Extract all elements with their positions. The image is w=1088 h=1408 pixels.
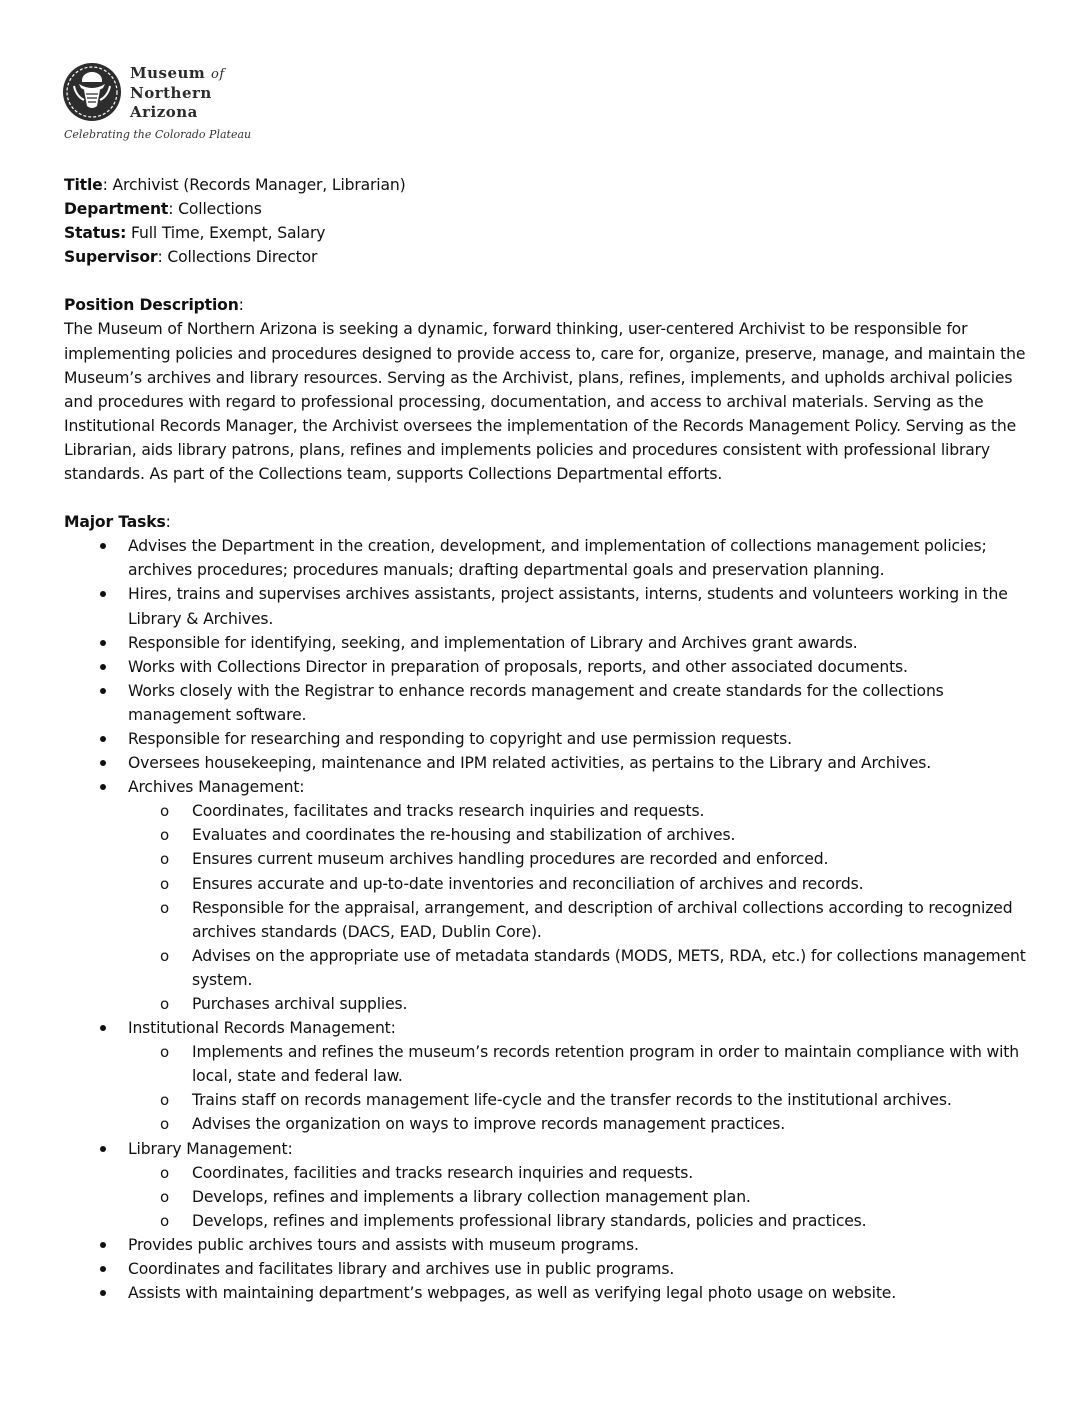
task-item: Works closely with the Registrar to enhance records management and create standards for the collections management software. (64, 679, 1034, 727)
museum-emblem-icon (62, 62, 122, 122)
title-value: : Archivist (Records Manager, Librarian) (102, 176, 406, 194)
department-line (64, 197, 1034, 221)
records-subtasks (128, 1040, 1034, 1136)
supervisor-value: : Collections Director (157, 248, 318, 267)
department-label: Department (64, 200, 169, 219)
task-item: Provides public archives tours and assists with museum programs. (64, 1233, 1034, 1257)
position-heading-label: Position Description (64, 296, 239, 315)
task-library-management (64, 1137, 1034, 1233)
task-item: Assists with maintaining department’s webpages, as well as verifying legal photo usage on website. (64, 1281, 1034, 1305)
tasks-heading (64, 510, 1034, 534)
subtask-item: o Coordinates, facilitates and tracks research inquiries and requests. (128, 799, 1034, 823)
department-value: : Collections (168, 200, 262, 219)
subtask-item: o Advises on the appropriate use of metadata standards (MODS, METS, RDA, etc.) for collections management system. (128, 944, 1034, 992)
subtask-item: o Develops, refines and implements a library collection management plan. (128, 1185, 1034, 1209)
museum-name (130, 64, 225, 122)
logo-name-line3: Arizona (130, 103, 198, 121)
task-item: Responsible for identifying, seeking, and implementation of Library and Archives grant awards. (64, 631, 1034, 655)
position-description: The Museum of Northern Arizona is seeking a dynamic, forward thinking, user-centered Archivist to be responsible for implementing policies and procedures designed to provide access to, care for, organize, preserve, manage, and maintain the Museum’s archives and library resources. Serving as the Archivist, plans, refines, implements, and upholds archival policies and procedures with regard to professional processing, documentation, and access to archival materials. Serving as the Institutional Records Manager, the Archivist oversees the implementation of the Records Management Policy. Serving as the Librarian, aids library patrons, plans, refines and implements policies and procedures consistent with professional library standards. As part of the Collections team, supports Collections Departmental efforts. (64, 320, 1026, 484)
subtask-item: o Ensures accurate and up-to-date inventories and reconciliation of archives and records. (128, 872, 1034, 896)
library-label: Library Management: (128, 1139, 293, 1158)
task-item: Coordinates and facilitates library and archives use in public programs. (64, 1257, 1034, 1281)
subtask-item: o Trains staff on records management life-cycle and the transfer records to the institutional archives. (128, 1088, 1034, 1112)
logo-name-line2: Northern (130, 84, 212, 102)
subtask-item: o Implements and refines the museum’s records retention program in order to maintain compliance with with local, state and federal law. (128, 1040, 1034, 1088)
title-label: Title (64, 176, 103, 194)
task-item: Oversees housekeeping, maintenance and IPM related activities, as pertains to the Library and Archives. (64, 751, 1034, 775)
title-line (64, 173, 1034, 197)
status-value: Full Time, Exempt, Salary (126, 224, 326, 243)
library-subtasks (128, 1161, 1034, 1233)
tasks-heading-colon: : (165, 513, 171, 532)
task-item: Responsible for researching and responding to copyright and use permission requests. (64, 727, 1034, 751)
task-item: Advises the Department in the creation, development, and implementation of collections management policies; archives procedures; procedures manuals; drafting departmental goals and preservation planning. (64, 534, 1034, 582)
position-heading-colon: : (238, 296, 244, 315)
supervisor-label: Supervisor (64, 248, 158, 267)
tasks-heading-label: Major Tasks (64, 513, 166, 532)
document-body (64, 173, 1034, 1305)
archives-subtasks (128, 799, 1034, 1016)
task-item: Hires, trains and supervises archives assistants, project assistants, interns, students and volunteers working in the Library & Archives. (64, 582, 1034, 630)
logo-tagline: Celebrating the Colorado Plateau (64, 128, 252, 141)
major-tasks-list (64, 534, 1034, 1305)
position-heading (64, 293, 1034, 317)
status-line (64, 221, 1034, 245)
archives-label: Archives Management: (128, 778, 305, 797)
task-records-management (64, 1016, 1034, 1136)
task-archives-management (64, 775, 1034, 1016)
subtask-item: o Ensures current museum archives handling procedures are recorded and enforced. (128, 847, 1034, 871)
subtask-item: o Develops, refines and implements professional library standards, policies and practices. (128, 1209, 1034, 1233)
logo-name-of: of (211, 67, 225, 82)
subtask-item: o Evaluates and coordinates the re-housing and stabilization of archives. (128, 823, 1034, 847)
subtask-item: o Responsible for the appraisal, arrangement, and description of archival collections according to recognized archives standards (DACS, EAD, Dublin Core). (128, 896, 1034, 944)
task-item: Works with Collections Director in preparation of proposals, reports, and other associated documents. (64, 655, 1034, 679)
subtask-item: o Purchases archival supplies. (128, 992, 1034, 1016)
records-label: Institutional Records Management: (128, 1019, 396, 1038)
museum-logo (62, 60, 252, 150)
subtask-item: o Coordinates, facilities and tracks research inquiries and requests. (128, 1161, 1034, 1185)
supervisor-line (64, 245, 1034, 269)
logo-name-line1: Museum (130, 64, 206, 82)
subtask-item: o Advises the organization on ways to improve records management practices. (128, 1112, 1034, 1136)
status-label: Status: (64, 224, 127, 243)
